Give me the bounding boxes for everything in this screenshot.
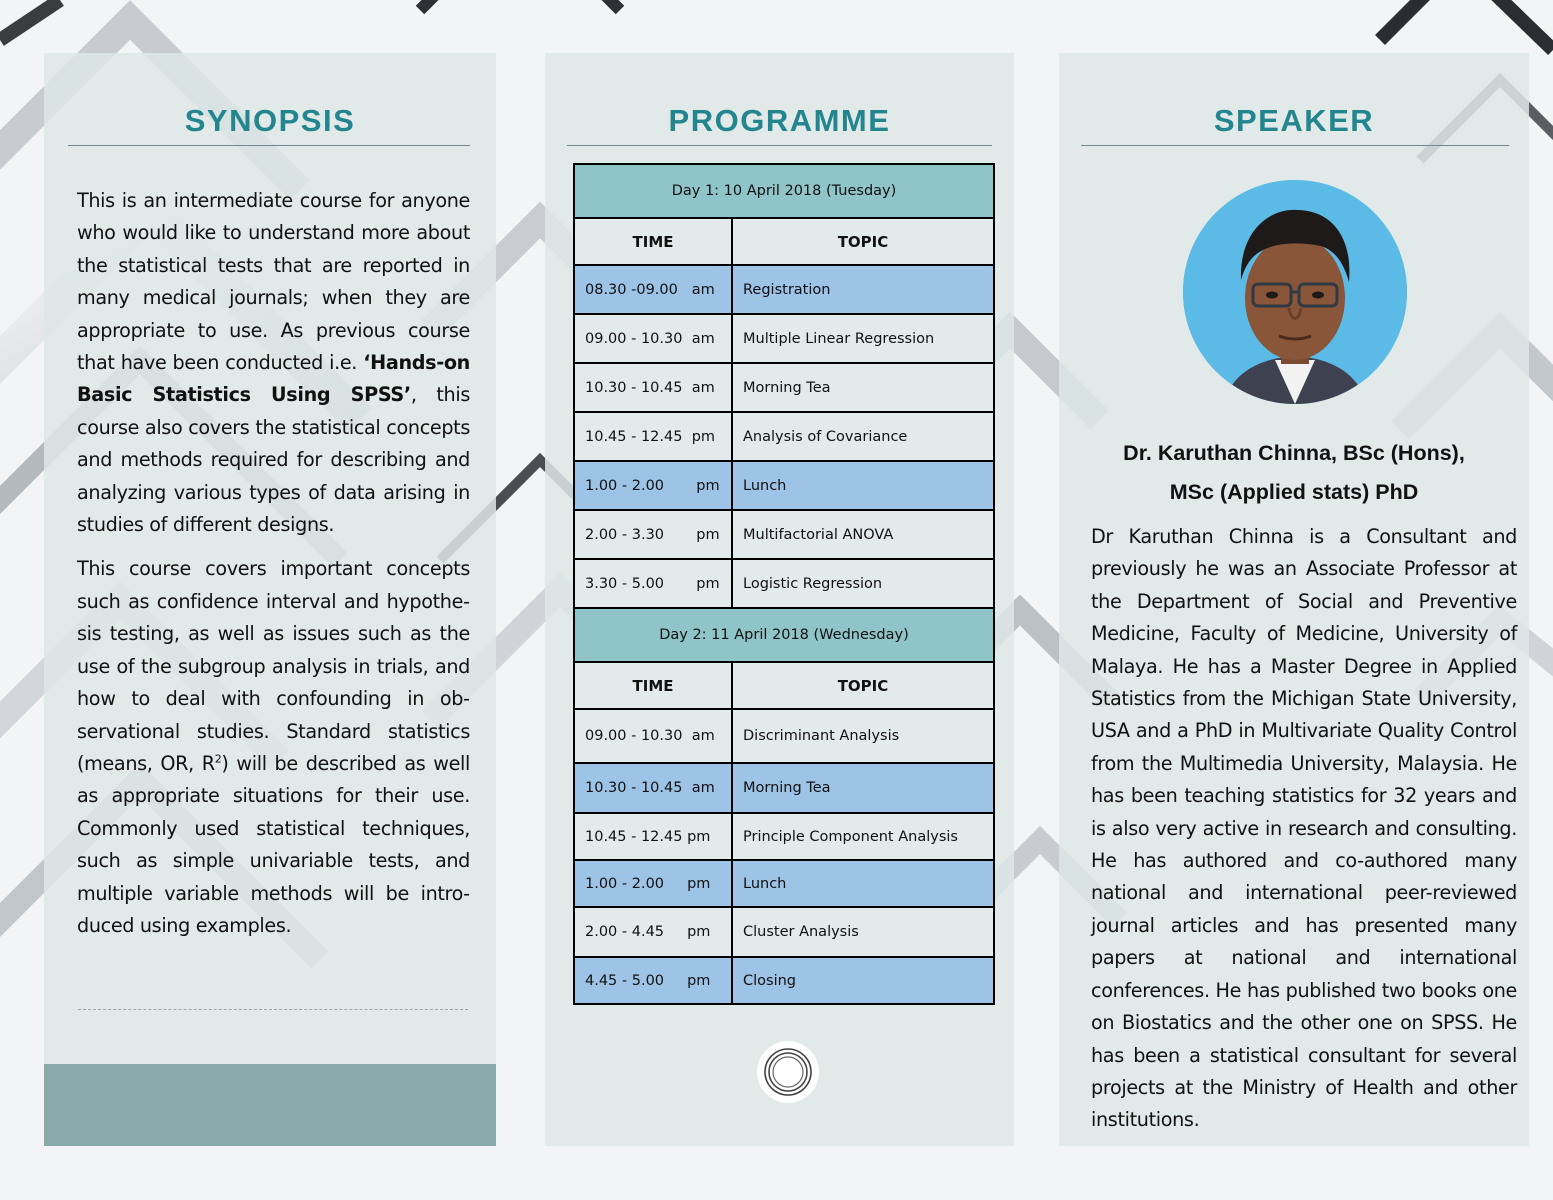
synopsis-p2-text-b: ) will be described as well as appropriate situations for their use. Commonly used statistical techniques, such as simple univariable tests, and multiple variable methods will be introduced using examples. (77, 751, 471, 937)
programme-heading: PROGRAMME (668, 103, 891, 138)
synopsis-p1-text-a: This is an intermediate course for anyone who would like to understand more about the statistical tests that are reported in many medical journals; when they are appropriate to use. As previous course that have been conducted i.e. (77, 189, 470, 375)
concentric-circle-logo-icon (756, 1040, 820, 1104)
programme-row (574, 860, 994, 907)
row-time: 10.45 - 12.45 pm (574, 813, 732, 860)
programme-row (574, 559, 994, 608)
row-time: 2.00 - 4.45 pm (574, 907, 732, 957)
synopsis-footer-band (44, 1064, 496, 1146)
day2-time-header: TIME (574, 662, 732, 709)
synopsis-paragraph-2 (77, 553, 470, 942)
day1-row (574, 164, 994, 218)
programme-row (574, 813, 994, 860)
row-topic: Morning Tea (732, 363, 994, 412)
speaker-bio: Dr Karuthan Chinna is a Consultant and previously he was an Associate Professor at the Department of Social and Preventive Medicine, Faculty of Medicine, University of Malaya. He has a Master Degree in Applied Statistics from the Michigan State University, USA and a PhD in Multivariate Quality Control from the Multimedia University, Malaysia. He has been teaching statistics for 32 years and is also very active in research and consulting. He has authored and co-authored many national and international peer-reviewed journal articles and has presented many papers at national and international conferences. He has published two books one on Biostatics and the other one on SPSS. He has been a statistical consultant for several projects at the Ministry of Health and other institutions. (1091, 525, 1517, 1132)
synopsis-p2-superscript: 2 (214, 752, 222, 766)
synopsis-body (77, 185, 470, 942)
programme-row (574, 907, 994, 957)
day1-topic-header: TOPIC (732, 218, 994, 265)
row-topic: Analysis of Covariance (732, 412, 994, 461)
day2-topic-header: TOPIC (732, 662, 994, 709)
day2-header-row (574, 662, 994, 709)
row-topic: Multifactorial ANOVA (732, 510, 994, 559)
synopsis-panel (44, 53, 496, 1146)
programme-row (574, 265, 994, 314)
programme-row (574, 412, 994, 461)
programme-table (573, 163, 995, 1005)
programme-row (574, 709, 994, 763)
synopsis-p2-text-a: This course covers important concepts such as confidence interval and hypothesis testing, as well as issues such as the use of the subgroup analysis in trials, and how to deal with confounding in observational studies. Standard statistics (means, OR, R (77, 557, 470, 775)
row-time: 08.30 -09.00 am (574, 265, 732, 314)
row-time: 10.30 - 10.45 am (574, 763, 732, 813)
synopsis-p1-text-b: , this course also covers the statistical concepts and methods required for describing and analyzing various types of data arising in studies of different designs. (77, 383, 470, 537)
synopsis-dotted-divider (78, 1009, 468, 1010)
row-time: 2.00 - 3.30 pm (574, 510, 732, 559)
row-topic: Multiple Linear Regression (732, 314, 994, 363)
speaker-name-line2: MSc (Applied stats) PhD (1169, 480, 1419, 504)
synopsis-heading: SYNOPSIS (184, 103, 356, 138)
row-topic: Cluster Analysis (732, 907, 994, 957)
programme-panel (545, 53, 1014, 1146)
day1-header-row (574, 218, 994, 265)
programme-row (574, 763, 994, 813)
row-topic: Principle Component Analysis (732, 813, 994, 860)
programme-row (574, 510, 994, 559)
speaker-name (1059, 434, 1529, 512)
programme-row (574, 461, 994, 510)
day1-label: Day 1: 10 April 2018 (Tuesday) (574, 164, 994, 218)
row-time: 10.30 - 10.45 am (574, 363, 732, 412)
synopsis-paragraph-1 (77, 185, 470, 541)
row-topic: Logistic Regression (732, 559, 994, 608)
day1-time-header: TIME (574, 218, 732, 265)
speaker-divider (1081, 145, 1509, 146)
row-time: 1.00 - 2.00 pm (574, 461, 732, 510)
row-topic: Lunch (732, 860, 994, 907)
speaker-heading: SPEAKER (1213, 103, 1375, 138)
synopsis-p1-course-title: ‘Hands-on Basic Statistics Using SPSS’ (77, 351, 470, 407)
row-topic: Lunch (732, 461, 994, 510)
row-topic: Morning Tea (732, 763, 994, 813)
programme-row (574, 314, 994, 363)
day2-row (574, 608, 994, 662)
programme-divider (567, 145, 992, 146)
synopsis-divider (68, 145, 470, 146)
row-time: 09.00 - 10.30 am (574, 709, 732, 763)
speaker-portrait (1183, 180, 1407, 404)
row-topic: Closing (732, 957, 994, 1004)
row-time: 10.45 - 12.45 pm (574, 412, 732, 461)
row-time: 3.30 - 5.00 pm (574, 559, 732, 608)
row-topic: Registration (732, 265, 994, 314)
row-time: 09.00 - 10.30 am (574, 314, 732, 363)
row-time: 4.45 - 5.00 pm (574, 957, 732, 1004)
day2-label: Day 2: 11 April 2018 (Wednesday) (574, 608, 994, 662)
speaker-panel (1059, 53, 1529, 1146)
row-time: 1.00 - 2.00 pm (574, 860, 732, 907)
row-topic: Discriminant Analysis (732, 709, 994, 763)
programme-row (574, 363, 994, 412)
programme-row (574, 957, 994, 1004)
speaker-name-line1: Dr. Karuthan Chinna, BSc (Hons), (1123, 441, 1465, 465)
speaker-portrait-illustration (1183, 180, 1407, 404)
